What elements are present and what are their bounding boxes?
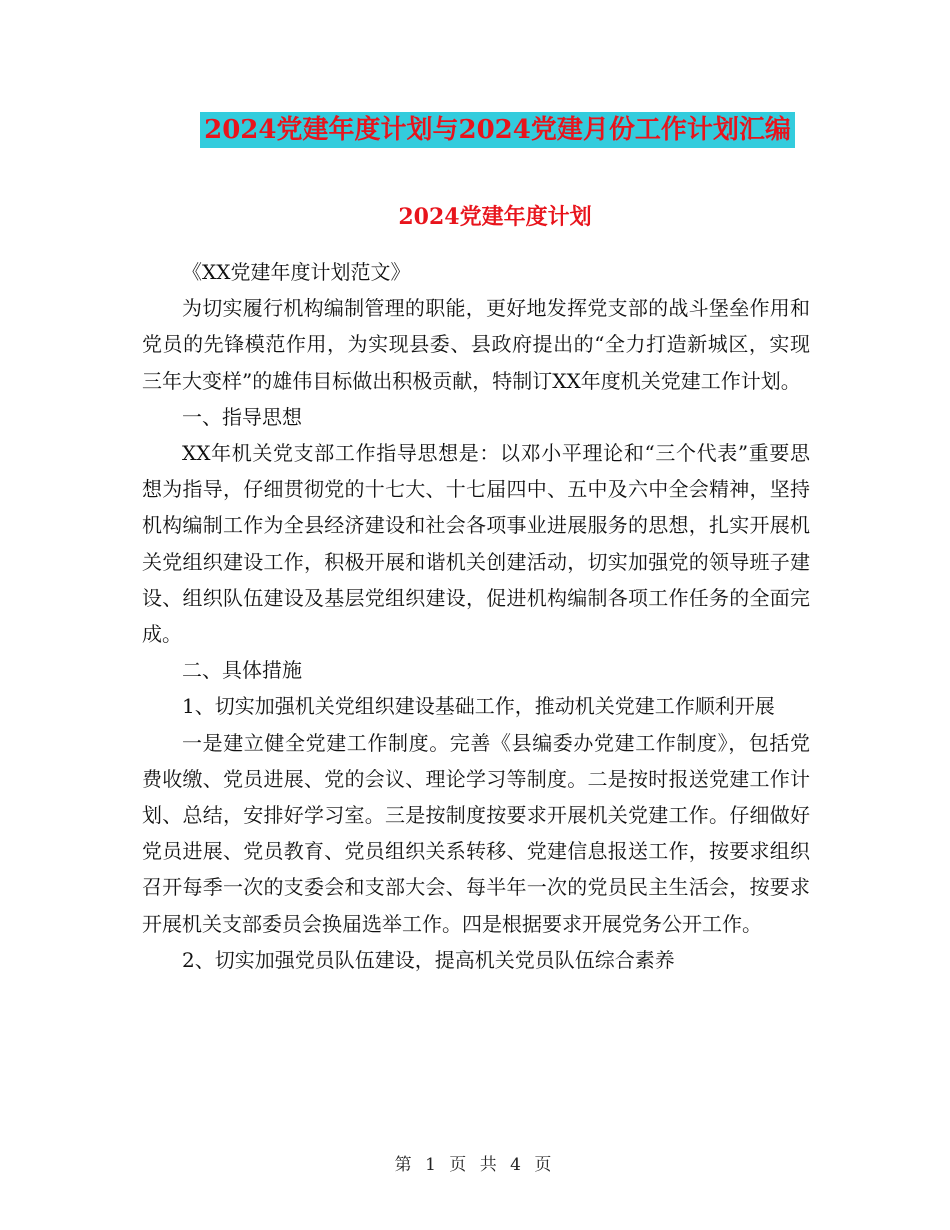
paragraph: 《XX党建年度计划范文》	[182, 260, 411, 284]
paragraph: 一是建立健全党建工作制度。完善《县编委办党建工作制度》，包括党费收缴、党员进展、党的会议、理论学习等制度。二是按时报送党建工作计划、总结，安排好学习室。三是按制度按要求开展机关党建工作。仔细做好党员进展、党员教育、党员组织关系转移、党建信息报送工作，按要求组织召开每季一次的支委会和支部大会、每半年一次的党员民主生活会，按要求开展机关支部委员会换届选举工作。四是根据要求开展党务公开工作。	[142, 730, 810, 936]
paragraph: 一、指导思想	[182, 404, 302, 429]
paragraph: 二、具体措施	[182, 658, 302, 683]
main-title: 2024党建年度计划与2024党建月份工作计划汇编	[200, 112, 795, 148]
page-footer: 第 1 页 共 4 页	[394, 1155, 556, 1175]
section-title: 2024党建年度计划	[398, 204, 592, 230]
body-text	[142, 254, 810, 978]
main-title-wrap	[0, 112, 950, 148]
paragraph: 为切实履行机构编制管理的职能，更好地发挥党支部的战斗堡垒作用和党员的先锋模范作用，为实现县委、县政府提出的“全力打造新城区，实现三年大变样”的雄伟目标做出积极贡献，特制订XX年度机关党建工作计划。	[142, 296, 810, 393]
paragraph: 1、切实加强机关党组织建设基础工作，推动机关党建工作顺利开展	[182, 694, 775, 719]
paragraph: XX年机关党支部工作指导思想是：以邓小平理论和“三个代表”重要思想为指导，仔细贯彻党的十七大、十七届四中、五中及六中全会精神，坚持机构编制工作为全县经济建设和社会各项事业进展服务的思想，扎实开展机关党组织建设工作，积极开展和谐机关创建活动，切实加强党的领导班子建设、组织队伍建设及基层党组织建设，促进机构编制各项工作任务的全面完成。	[142, 441, 810, 647]
paragraph: 2、切实加强党员队伍建设，提高机关党员队伍综合素养	[182, 947, 675, 972]
